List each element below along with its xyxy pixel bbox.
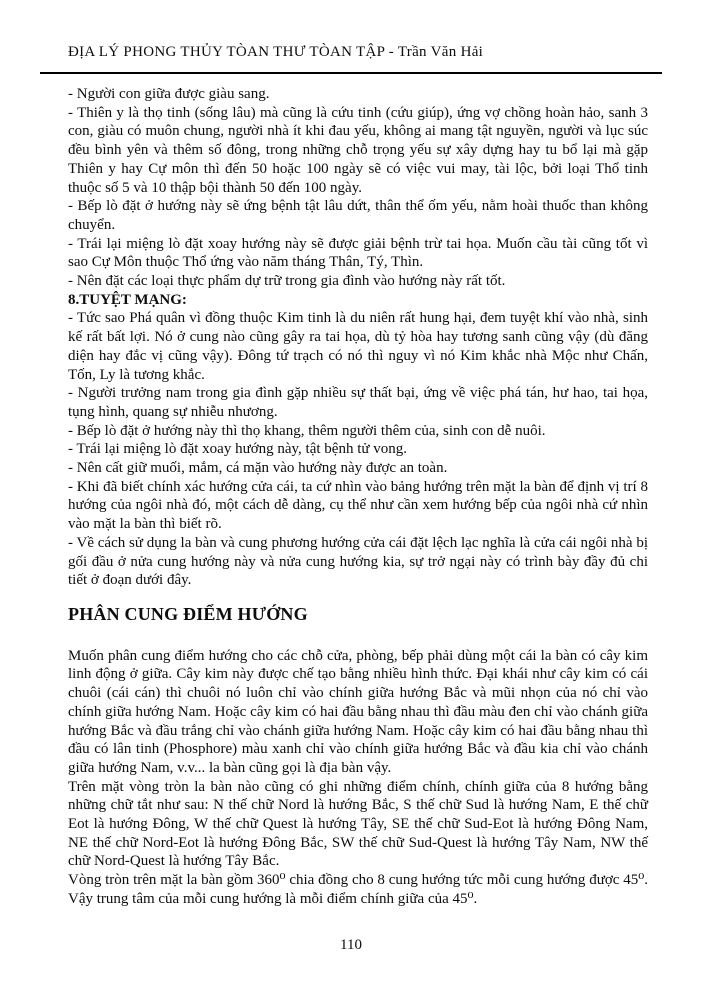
paragraph: - Trái lại miệng lò đặt xoay hướng này, tật bệnh tử vong. xyxy=(68,441,408,458)
paragraph: - Người con giữa được giàu sang. xyxy=(68,86,270,102)
paragraph: - Khi đã biết chính xác hướng cửa cái, ta cứ nhìn vào bảng hướng trên mặt la bàn để định vị trí 8 hướng của ngôi nhà đó, một cách dễ dàng, cụ thể như cần xem hướng bếp của ngôi nhà cứ nhìn vào mặt la bàn thì biết rõ. xyxy=(68,478,648,533)
header-rule xyxy=(40,72,662,74)
sub-heading: 8.TUYỆT MẠNG: xyxy=(68,291,187,308)
running-header-title: ĐỊA LÝ PHONG THỦY TÒAN THƯ TÒAN TẬP - Trần Văn Hải xyxy=(68,44,484,60)
paragraph: - Bếp lò đặt ở hướng này sẽ ứng bệnh tật lâu dứt, thân thể ốm yếu, nằm hoài thuốc than không chuyển. xyxy=(68,198,648,233)
paragraph: - Tức sao Phá quân vì đồng thuộc Kim tinh là du niên rất hung hại, đem tuyệt khí vào nhà, sinh kế rất bất lợi. Nó ở cung nào cũng gây ra tai họa, dù tỷ hòa hay tương sanh cũng vậy (dù đăng diện hay đắc vị cũng vậy). Đông tứ trạch có nó thì nguy vì nó Kim khắc nhà Mộc như Chấn, Tốn, Ly là tương khắc. xyxy=(68,310,648,383)
paragraph: - Nên đặt các loại thực phẩm dự trữ trong gia đình vào hướng này rất tốt. xyxy=(68,273,506,290)
paragraph: - Về cách sử dụng la bàn và cung phương hướng cửa cái đặt lệch lạc nghĩa là cửa cái ngôi nhà bị gối đầu ở nửa cung hướng này và nửa cung hướng kia, sự trở ngại này có trình bày đầy đủ chi tiết ở đoạn dưới đây. xyxy=(68,534,648,589)
section-heading: PHÂN CUNG ĐIỂM HƯỚNG xyxy=(68,603,308,624)
paragraph: - Người trưởng nam trong gia đình gặp nhiều sự thất bại, ứng về việc phá tán, hư hao, tai họa, tụng hình, quang sự nhiễu nhương. xyxy=(68,385,648,420)
page-number: 110 xyxy=(340,937,362,953)
paragraph: - Bếp lò đặt ở hướng này thì thọ khang, thêm người thêm của, sinh con dễ nuôi. xyxy=(68,422,546,439)
paragraph: - Trái lại miệng lò đặt xoay hướng này sẽ được giải bệnh trừ tai họa. Muốn cầu tài cũng tốt vì sao Cự Môn thuộc Thổ ứng vào năm tháng Thân, Tý, Thìn. xyxy=(68,235,648,271)
paragraph: Trên mặt vòng tròn la bàn nào cũng có ghi những điểm chính, chính giữa của 8 hướng bằng những chữ tắt như sau: N thế chữ Nord là hướng Bắc, S thế chữ Sud là hướng Nam, E thế chữ Eot là hướng Đông, W thế chữ Quest là hướng Tây, SE thế chữ Sud-Eot là hướng Đông Nam, NE thế chữ Nord-Eot là hướng Đông Bắc, SW thế chữ Sud-Quest là hướng Tây Nam, NW thế chữ Nord-Quest là hướng Tây Bắc. xyxy=(68,778,648,870)
paragraph: - Nên cất giữ muối, mắm, cá mặn vào hướng này được an toàn. xyxy=(68,460,448,477)
paragraph: Vòng tròn trên mặt la bàn gồm 360⁰ chia đồng cho 8 cung hướng tức mỗi cung hướng được 45⁰. Vậy trung tâm của mỗi cung hướng là mỗi điểm chính giữa của 45⁰. xyxy=(68,872,648,907)
paragraph: Muốn phân cung điểm hướng cho các chỗ cửa, phòng, bếp phải dùng một cái la bàn có cây kim linh động ở giữa. Cây kim này được chế tạo bằng nhiều hình thức. Đại khái như cây kim có cái chuôi (cái cán) thì chuôi nó luôn chỉ vào chính giữa hướng Bắc và mũi nhọn của nó chỉ vào chính giữa hướng Nam. Hoặc cây kim có hai đầu bằng nhau thì đầu màu đen chỉ vào chánh giữa hướng Bắc và đầu trắng chỉ vào chánh giữa hướng Nam. Hoặc cây kim có hai đầu bằng nhau thì đầu có lân tinh (Phosphore) màu xanh chỉ vào chính giữa hướng Bắc và đầu kia chỉ vào chánh giữa hướng Nam, v.v... la bàn cũng gọi là địa bàn vậy. xyxy=(68,647,648,776)
page-header xyxy=(68,44,648,74)
document-body xyxy=(68,85,648,909)
paragraph: - Thiên y là thọ tinh (sống lâu) mà cũng là cứu tinh (cứu giúp), ứng vợ chồng hoàn hảo, sanh 3 con, giàu có muôn chung, người nhà ít khi đau yếu, không ai mang tật nguyền, người và lục súc đều bình yên và thêm số đông, trong những chỗ trọng yếu sự xây dựng hay tu bổ lại mà gặp Thiên y hay Cự môn thì đến 50 hoặc 100 ngày sẽ có việc vui may, tài lộc, bởi loại Thổ tinh thuộc số 5 và 10 thập bội thành 50 đến 100 ngày. xyxy=(68,104,648,196)
